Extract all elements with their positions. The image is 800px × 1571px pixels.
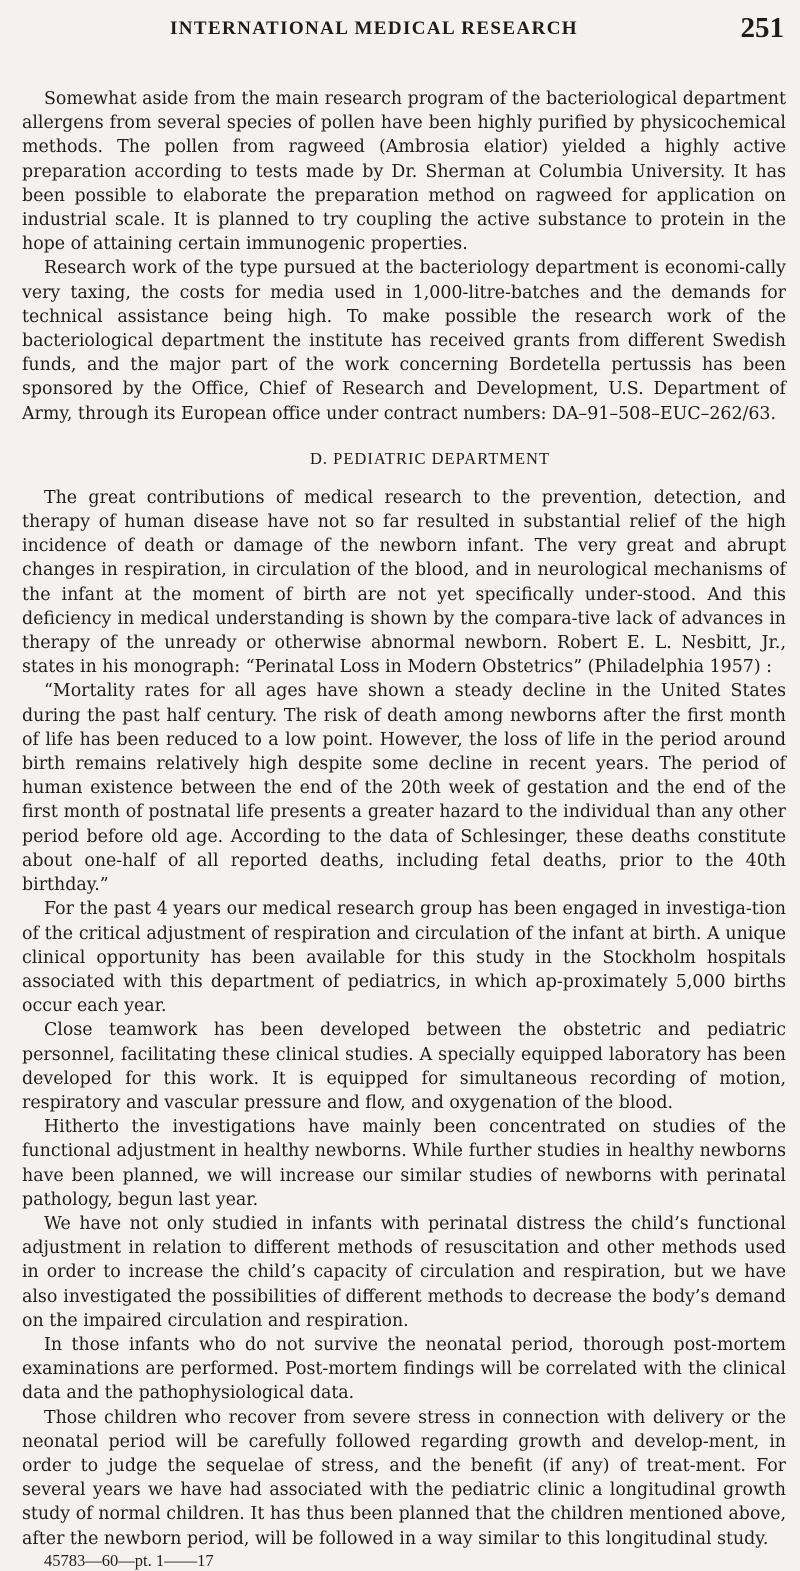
paragraph: Close teamwork has been developed between the obstetric and pediatric personnel, facilitating these clinical studies. A specially equipped laboratory has been developed for this work. It is equipped for simultaneous recording of motion, respiratory and vascular pressure and flow, and oxygenation of the blood. <box>22 1020 786 1113</box>
running-title: INTERNATIONAL MEDICAL RESEARCH <box>170 18 578 39</box>
section-heading: D. PEDIATRIC DEPARTMENT <box>310 448 551 468</box>
page-number: 251 <box>740 12 784 44</box>
paragraph: Hitherto the investigations have mainly been concentrated on studies of the functional adjustment in healthy newborns. While further studies in healthy newborns have been planned, we will increase our similar studies of newborns with perinatal pathology, begun last year. <box>22 1117 786 1210</box>
paragraph: Those children who recover from severe stress in connection with delivery or the neonatal period will be carefully followed regarding growth and develop-ment, in order to judge the sequelae of stress, and the benefit (if any) of treat-ment. For several years we have had associated with the pediatric clinic a longitudinal growth study of normal children. It has thus been planned that the children mentioned above, after the newborn period, will be followed in a way similar to this longitudinal study. <box>22 1407 786 1549</box>
document-body <box>22 87 786 1571</box>
paragraph: Research work of the type pursued at the bacteriology department is economi-cally very taxing, the costs for media used in 1,000-litre-batches and the demands for technical assistance being high. To make possible the research work of the bacteriological department the institute has received grants from different Swedish funds, and the major part of the work concerning Bordetella pertussis has been sponsored by the Office, Chief of Research and Development, U.S. Department of Army, through its European office under contract numbers: DA–91–508–EUC–262/63. <box>22 258 786 424</box>
printer-signature: 45783—60—pt. 1——17 <box>44 1550 214 1570</box>
page-header <box>170 12 790 46</box>
paragraph: Somewhat aside from the main research program of the bacteriological department allergens from several species of pollen have been highly purified by physicochemical methods. The pollen from ragweed (Ambrosia elatior) yielded a highly active preparation according to tests made by Dr. Sherman at Columbia University. It has been possible to elaborate the preparation method on ragweed for application on industrial scale. It is planned to try coupling the active substance to protein in the hope of attaining certain immunogenic properties. <box>22 89 786 255</box>
quoted-paragraph: “Mortality rates for all ages have shown a steady decline in the United States during the past half century. The risk of death among newborns after the first month of life has been reduced to a low point. However, the loss of life in the period around birth remains relatively high despite some decline in recent years. The period of human existence between the end of the 20th week of gestation and the end of the first month of postnatal life presents a greater hazard to the individual than any other period before old age. According to the data of Schlesinger, these deaths constitute about one-half of all reported deaths, including fetal deaths, prior to the 40th birthday.” <box>22 681 786 896</box>
paragraph: In those infants who do not survive the neonatal period, thorough post-mortem examinations are performed. Post-mortem findings will be correlated with the clinical data and the pathophysiological data. <box>22 1334 786 1404</box>
paragraph: We have not only studied in infants with perinatal distress the child’s functional adjustment in relation to different methods of resuscitation and other methods used in order to increase the child’s capacity of circulation and respiration, but we have also investigated the possibilities of different methods to decrease the body’s demand on the impaired circulation and respiration. <box>22 1213 786 1331</box>
paragraph: The great contributions of medical research to the prevention, detection, and therapy of human disease have not so far resulted in substantial relief of the high incidence of death or damage of the newborn infant. The very great and abrupt changes in respiration, in circulation of the blood, and in neurological mechanisms of the infant at the moment of birth are not yet specifically under-stood. And this deficiency in medical understanding is shown by the compara-tive lack of advances in therapy of the unready or otherwise abnormal newborn. Robert E. L. Nesbitt, Jr., states in his monograph: “Perinatal Loss in Modern Obstetrics” (Philadelphia 1957) : <box>22 487 786 678</box>
paragraph: For the past 4 years our medical research group has been engaged in investiga-tion of the critical adjustment of respiration and circulation of the infant at birth. A unique clinical opportunity has been available for this study in the Stockholm hospitals associated with this department of pediatrics, in which ap-proximately 5,000 births occur each year. <box>22 899 786 1017</box>
